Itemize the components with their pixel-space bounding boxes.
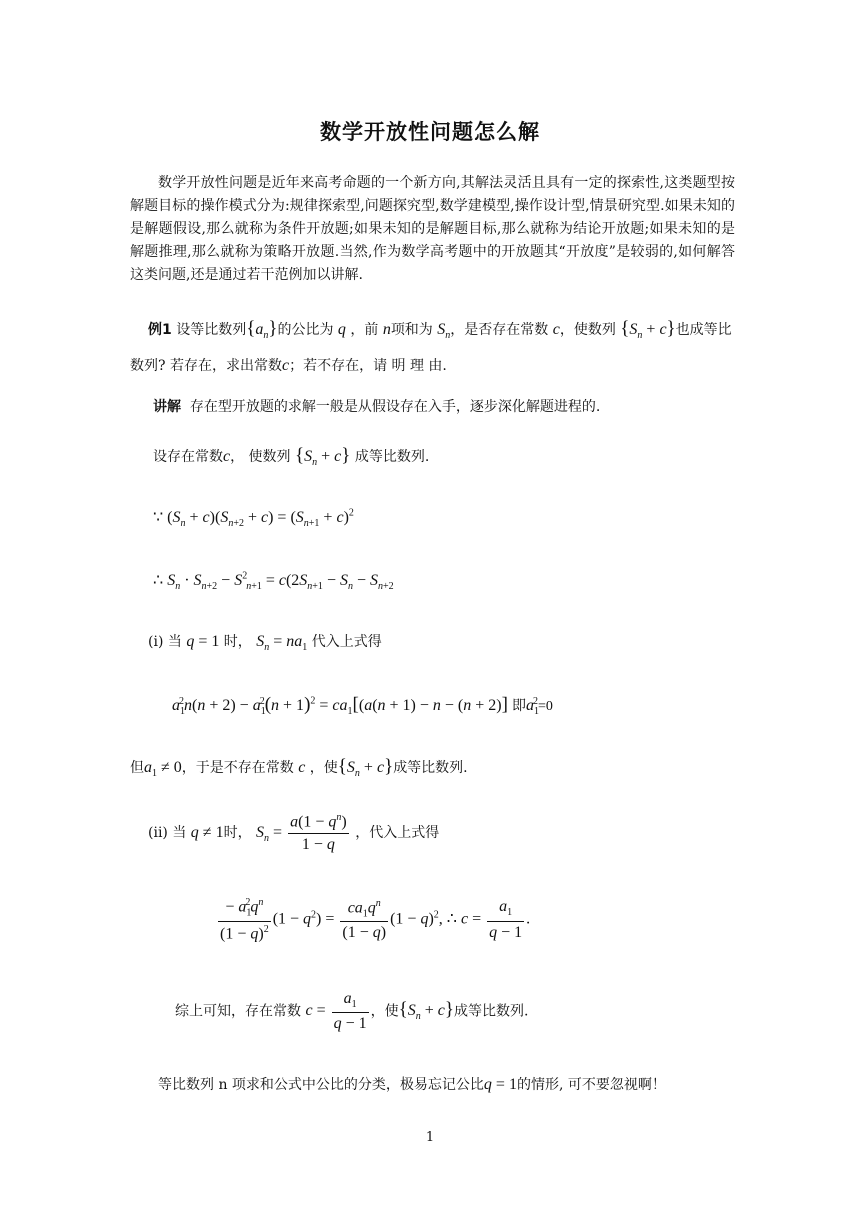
example-text-4: 项和为	[390, 322, 433, 338]
formula-sn: $S_n$	[437, 321, 451, 342]
example-text-6: ，使数列	[559, 322, 616, 338]
example-text-9: ；若不存在，请 明 理 由.	[289, 358, 447, 374]
formula-q-eq-1: q = 1	[186, 633, 220, 650]
conclusion-line	[175, 990, 528, 1033]
equation-because: ∵ $(S_n + c)(S_{n+2} + c) = (S_{n+1} + c)^2$	[153, 507, 354, 530]
note-text-2: 的情形, 可不要忽视啊！	[516, 1077, 666, 1093]
example-text-5: ，是否存在常数	[450, 322, 549, 338]
result-text-2: ，于是不存在常数	[181, 760, 294, 776]
case-2-label: (ii) 当	[148, 824, 187, 841]
example-line-1	[148, 318, 732, 341]
formula-sn-fraction: $S_n$ = $\frac{a(1 - q^n)}{1 - q}$	[256, 812, 347, 854]
case-1-result	[130, 756, 468, 779]
case-1-when: 时，	[223, 634, 252, 650]
formula-c-2: c	[281, 357, 290, 374]
formula-c-4: c	[298, 759, 306, 776]
case-1-eq0: =0	[537, 699, 553, 714]
equation-case-2: $\frac{- a_1^2q^n}{(1 - q)^2}$ $(1 - q^2)$ = $\frac{ca_1q^n}{(1 - q)}$ $(1 - q)^2$, ∴ c = $\frac{a_1}{q - 1}$ .	[220, 897, 531, 942]
example-text-1: 设等比数列	[176, 322, 247, 338]
analysis-line	[153, 396, 600, 416]
formula-a1-neq-0: $a_1 \ne 0$	[144, 759, 182, 780]
case-1-ji: 即	[511, 699, 526, 714]
example-text-7: 也成等比	[675, 322, 732, 338]
formula-sn-plus-c-4: $\{S_n + c\}$	[398, 999, 455, 1023]
note-line	[158, 1074, 666, 1094]
result-text-4: 成等比数列.	[393, 760, 468, 776]
page-number: 1	[425, 1130, 435, 1145]
example-text-2: 的公比为	[277, 322, 334, 338]
analysis-label: 讲解	[153, 399, 181, 415]
example-line-2	[130, 355, 447, 375]
case-1-label: (i) 当	[148, 634, 182, 650]
equation-therefore: ∴ $S_n \cdot S_{n+2} - S^2_{n+1} = c(2S_{n+1} - S_n - S_{n+2}$	[153, 570, 394, 593]
formula-q: q	[337, 321, 346, 338]
case-1-sub: 代入上式得	[311, 634, 382, 650]
formula-sn-na1: $S_n = na_1$	[256, 633, 308, 654]
analysis-text: 存在型开放题的求解一般是从假设存在入手，逐步深化解题进程的.	[189, 399, 601, 415]
equation-case-1: $a_1^2n(n + 2) - a_1^2(n + 1)^2 = ca_1[(a(n + 1) - n - (n + 2)]$ 即$a_1^2=0$	[172, 694, 553, 718]
formula-q-eq-1-2: q = 1	[483, 1076, 517, 1093]
formula-c-3: c	[223, 448, 231, 465]
conclusion-text-3: 成等比数列.	[454, 1003, 529, 1020]
assume-line	[153, 445, 429, 468]
assume-text-1: 设存在常数	[153, 449, 223, 465]
assume-text-2: ， 使数列	[230, 449, 291, 465]
formula-q-neq-1: q ≠ 1	[190, 823, 224, 841]
example-text-3: ，前	[350, 322, 379, 338]
case-2-when: 时，	[223, 824, 252, 841]
example-text-8: 数列? 若存在，求出常数	[130, 358, 282, 374]
case-2-sub: ，代入上式得	[355, 824, 440, 841]
conclusion-text-1: 综上可知，存在常数	[175, 1003, 301, 1020]
example-label: 例1	[148, 322, 172, 338]
case-1-line	[148, 631, 382, 653]
case-2-line	[148, 812, 439, 854]
intro-text: 数学开放性问题是近年来高考命题的一个新方向,其解法灵活且具有一定的探索性,这类题型按解题目标的操作模式分为:规律探索型,问题探究型,数学建模型,操作设计型,情景研究型.如果未知的是解题假设,那么就称为条件开放题;如果未知的是解题目标,那么就称为结论开放题;如果未知的是解题推理,那么就称为策略开放题.当然,作为数学高考题中的开放题其“开放度”是较弱的,如何解答这类问题,还是通过若干范例加以讲解.	[130, 175, 735, 283]
note-text-1: 等比数列 n 项求和公式中公比的分类，极易忘记公比	[158, 1077, 484, 1093]
formula-sn-plus-c-2: $\{S_n + c\}$	[295, 445, 351, 469]
intro-paragraph	[130, 172, 735, 287]
result-text-1: 但	[130, 760, 144, 776]
formula-an: $\{a_n\}$	[246, 318, 278, 342]
page-title: 数学开放性问题怎么解	[320, 120, 540, 144]
conclusion-text-2: ，使	[370, 1003, 399, 1020]
formula-c-result: c = $\frac{a_1}{q - 1}$	[305, 990, 367, 1033]
formula-c: c	[552, 321, 560, 338]
formula-sn-plus-c: $\{S_n + c\}$	[620, 318, 676, 342]
formula-sn-plus-c-3: $\{S_n + c\}$	[337, 756, 394, 780]
result-text-3: ，使	[309, 760, 338, 776]
assume-text-3: 成等比数列.	[354, 449, 430, 465]
formula-n: n	[382, 321, 391, 338]
